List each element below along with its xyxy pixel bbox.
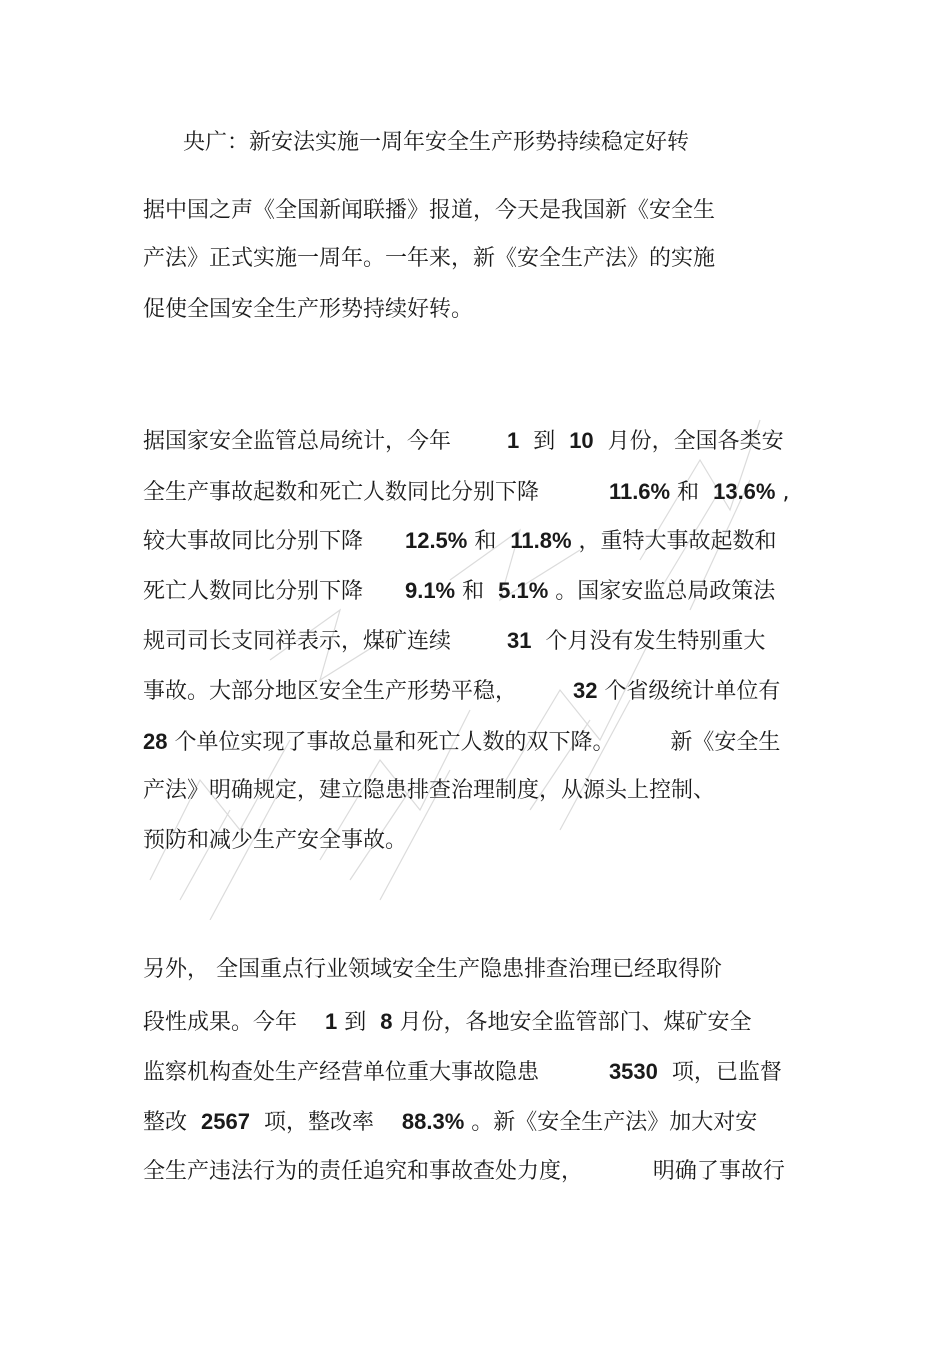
paragraph-2-line-6: 事故。大部分地区安全生产形势平稳， 32 个省级统计单位有 (143, 678, 781, 704)
paragraph-2-line-8: 产法》明确规定，建立隐患排查治理制度，从源头上控制、 (143, 778, 716, 803)
paragraph-2-line-5: 规司司长支同祥表示，煤矿连续 31 个月没有发生特别重大 (143, 628, 766, 654)
paragraph-3-line-1: 另外， 全国重点行业领域安全生产隐患排查治理已经取得阶 (143, 957, 722, 982)
paragraph-2-line-3: 较大事故同比分别下降 12.5% 和 11.8% ，重特大事故起数和 (143, 528, 777, 554)
paragraph-2-line-9: 预防和减少生产安全事故。 (143, 828, 408, 853)
paragraph-3-line-2: 段性成果。今年 1 到 8 月份，各地安全监管部门、煤矿安全 (143, 1009, 752, 1035)
paragraph-3-line-4: 整改 2567 项，整改率 88.3% 。新《安全生产法》加大对安 (143, 1109, 758, 1135)
paragraph-1-line-2: 产法》正式实施一周年。一年来，新《安全生产法》的实施 (143, 246, 716, 271)
paragraph-2-line-1: 据国家安全监管总局统计，今年 1 到 10 月份，全国各类安 (143, 428, 784, 454)
paragraph-2-line-4: 死亡人数同比分别下降 9.1% 和 5.1% 。国家安监总局政策法 (143, 578, 776, 604)
article-title: 央广：新安法实施一周年安全生产形势持续稳定好转 (183, 130, 690, 155)
paragraph-2-line-2: 全生产事故起数和死亡人数同比分别下降 11.6% 和 13.6% , (143, 479, 790, 505)
paragraph-3-line-5: 全生产违法行为的责任追究和事故查处力度， 明确了事故行 (143, 1159, 785, 1184)
paragraph-3-line-3: 监察机构查处生产经营单位重大事故隐患 3530 项，已监督 (143, 1059, 782, 1085)
paragraph-1-line-3: 促使全国安全生产形势持续好转。 (143, 297, 474, 322)
paragraph-1-line-1: 据中国之声《全国新闻联播》报道，今天是我国新《安全生 (143, 198, 716, 223)
paragraph-2-line-7: 28 个单位实现了事故总量和死亡人数的双下降。 新《安全生 (143, 729, 781, 755)
